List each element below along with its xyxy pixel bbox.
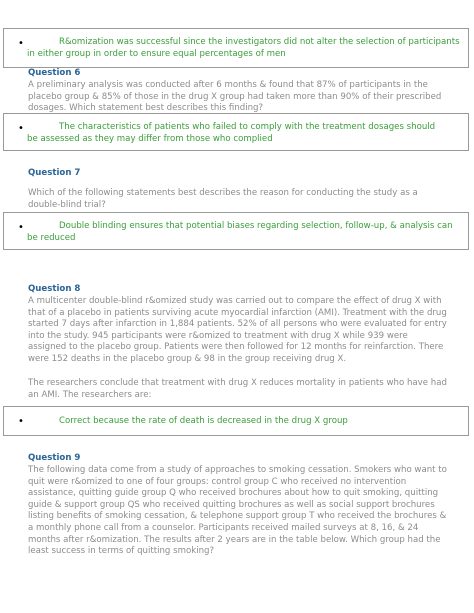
answer-text-q6: The characteristics of patients who failed to comply with the treatment dosages should be assessed as they may differ from those who complied bbox=[27, 122, 436, 144]
answer-box-q7[interactable] bbox=[3, 212, 469, 250]
answer-text-q8: Correct because the rate of death is decreased in the drug X group bbox=[59, 416, 348, 426]
question-9-text: The following data come from a study of approaches to smoking cessation. Smokers who want to quit were r&omized to one of four groups: control group C who received no intervention assistance, quitting guide group Q who received brochures about how to quit smoking, quitting guide & support group QS who received quitting brochures as well as social support brochures listing benefits of smoking cessation, & telephone support group T who received the brochures & a monthly phone call from a counselor. Participants received mailed surveys at 8, 16, & 24 months after r&omization. The results after 2 years are in the table below. Which group had the least success in terms of quitting smoking? bbox=[28, 465, 447, 557]
answer-text-q7: Double blinding ensures that potential biases regarding selection, follow-up, & analysis can be reduced bbox=[27, 221, 453, 243]
bullet-icon: • bbox=[18, 416, 24, 427]
question-6-title: Question 6 bbox=[28, 68, 81, 78]
question-9-title: Question 9 bbox=[28, 453, 81, 463]
bullet-icon: • bbox=[18, 123, 24, 134]
answer-box-q6[interactable] bbox=[3, 113, 469, 151]
answer-box-q8[interactable] bbox=[3, 406, 469, 436]
question-7-title: Question 7 bbox=[28, 168, 81, 178]
question-6-text: A preliminary analysis was conducted after 6 months & found that 87% of participants in the placebo group & 85% of those in the drug X group had taken more than 90% of their prescribed dosages. Which statement best describes this finding? bbox=[28, 80, 442, 114]
bullet-icon: • bbox=[18, 38, 24, 49]
question-8-text: A multicenter double-blind r&omized study was carried out to compare the effect of drug X with that of a placebo in patients surviving acute myocardial infarction (AMI). Treatment with the drug started 7 days after infarction in 1,884 patients. 52% of all persons who were evaluated for entry into the study. 945 participants were r&omized to treatment with drug X while 939 were assigned to the placebo group. Patients were then followed for 12 months for reinfarction. There were 152 deaths in the placebo group & 98 in the group receiving drug X. bbox=[28, 296, 447, 364]
bullet-icon: • bbox=[18, 222, 24, 233]
question-8-title: Question 8 bbox=[28, 284, 81, 294]
answer-box-q5[interactable] bbox=[3, 28, 469, 68]
question-8-text-2: The researchers conclude that treatment with drug X reduces mortality in patients who have had an AMI. The researchers are: bbox=[28, 378, 447, 400]
answer-text-q5: R&omization was successful since the investigators did not alter the selection of participants in either group in order to ensure equal percentages of men bbox=[27, 37, 460, 59]
question-7-text: Which of the following statements best describes the reason for conducting the study as a double-blind trial? bbox=[28, 188, 418, 210]
